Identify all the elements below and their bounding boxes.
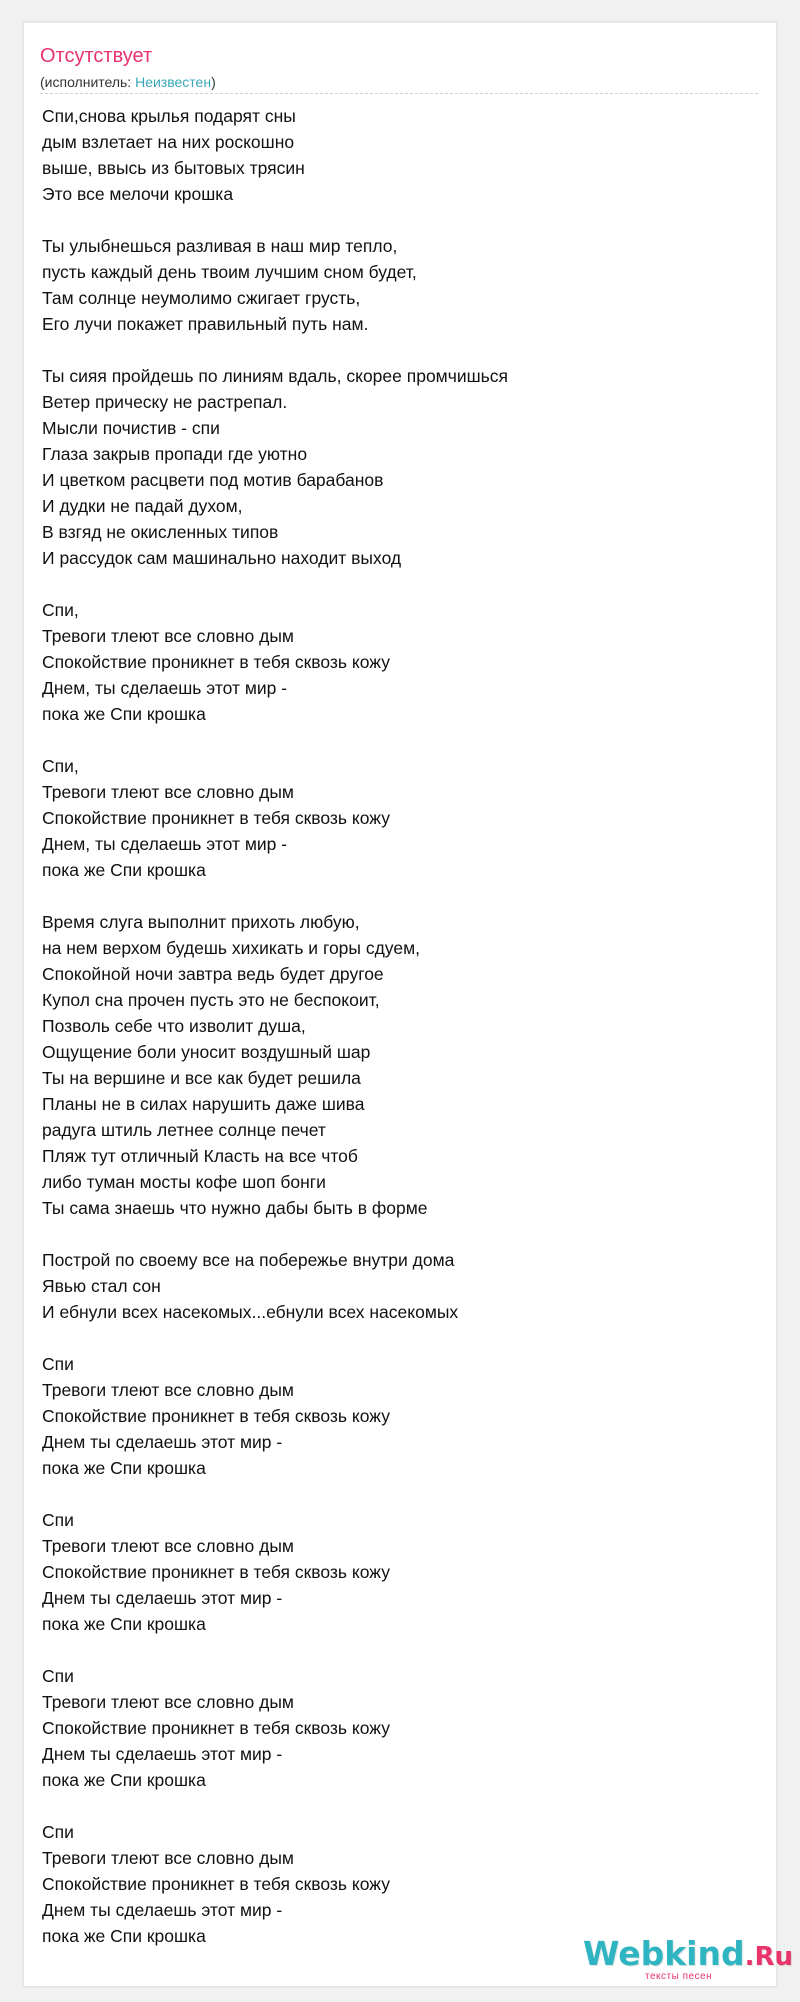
lyric-line: Тревоги тлеют все словно дым [42, 626, 294, 646]
stanza-gap [42, 883, 762, 909]
stanza-gap [42, 727, 762, 753]
lyric-line: Тревоги тлеют все словно дым [42, 782, 294, 802]
lyric-line: Ты сияя пройдешь по линиям вдаль, скорее промчишься [42, 366, 508, 386]
stanza-gap [42, 1637, 762, 1663]
lyric-line: пока же Спи крошка [42, 704, 206, 724]
lyric-line: пока же Спи крошка [42, 1458, 206, 1478]
lyric-line: Спокойствие проникнет в тебя сквозь кожу [42, 1718, 390, 1738]
lyric-line: Мысли почистив - спи [42, 418, 220, 438]
lyric-line: Спокойствие проникнет в тебя сквозь кожу [42, 808, 390, 828]
lyric-line: Построй по своему все на побережье внутри дома [42, 1250, 455, 1270]
lyric-line: Его лучи покажет правильный путь нам. [42, 314, 369, 334]
lyric-line: Купол сна прочен пусть это не беспокоит, [42, 990, 380, 1010]
stanza-gap [42, 1221, 762, 1247]
lyric-line: И ебнули всех насекомых...ебнули всех насекомых [42, 1302, 459, 1322]
lyric-line: выше, ввысь из бытовых трясин [42, 158, 305, 178]
stanza-gap [42, 1793, 762, 1819]
logo-brand: Webkind [583, 1934, 745, 1973]
lyric-line: пока же Спи крошка [42, 1614, 206, 1634]
lyric-line: Спи [42, 1354, 74, 1374]
logo-wordmark [583, 1936, 793, 1975]
lyric-line: Ты улыбнешься разливая в наш мир тепло, [42, 236, 398, 256]
lyric-line: Днем, ты сделаешь этот мир - [42, 834, 288, 854]
lyric-line: Спи, [42, 756, 79, 776]
artist-suffix: ) [211, 74, 216, 90]
stanza-gap [42, 1481, 762, 1507]
lyric-line: И цветком расцвети под мотив барабанов [42, 470, 384, 490]
lyric-line: Явью стал сон [42, 1276, 161, 1296]
lyric-line: Спокойствие проникнет в тебя сквозь кожу [42, 652, 390, 672]
lyric-line: пока же Спи крошка [42, 860, 206, 880]
lyric-line: пока же Спи крошка [42, 1926, 206, 1946]
stanza-gap [42, 207, 762, 233]
artist-line [40, 73, 216, 91]
logo-domain: .Ru [744, 1942, 794, 1972]
lyric-line: Ощущение боли уносит воздушный шар [42, 1042, 371, 1062]
lyric-line: Спи [42, 1822, 74, 1842]
lyric-line: Спокойствие проникнет в тебя сквозь кожу [42, 1406, 390, 1426]
lyric-line: Тревоги тлеют все словно дым [42, 1536, 294, 1556]
lyric-line: Ты сама знаешь что нужно дабы быть в форме [42, 1198, 428, 1218]
lyric-line: Спокойствие проникнет в тебя сквозь кожу [42, 1562, 390, 1582]
lyric-line: Днем ты сделаешь этот мир - [42, 1588, 283, 1608]
lyric-line: Пляж тут отличный Класть на все чтоб [42, 1146, 358, 1166]
lyric-line: И рассудок сам машинально находит выход [42, 548, 402, 568]
lyric-line: пусть каждый день твоим лучшим сном будет, [42, 262, 417, 282]
lyric-line: Спи,снова крылья подарят сны [42, 106, 296, 126]
webkind-logo[interactable] [583, 1934, 794, 1986]
logo-tagline: тексты песен [645, 1971, 713, 1982]
lyric-line: Тревоги тлеют все словно дым [42, 1380, 294, 1400]
lyric-line: Спи [42, 1510, 74, 1530]
lyric-line: Планы не в силах нарушить даже шива [42, 1094, 365, 1114]
stanza-gap [42, 1325, 762, 1351]
lyric-line: В взгяд не окисленных типов [42, 522, 279, 542]
lyric-line: Позволь себе что изволит душа, [42, 1016, 306, 1036]
song-title: Отсутствует [40, 45, 153, 67]
lyric-line: Тревоги тлеют все словно дым [42, 1848, 294, 1868]
lyric-line: либо туман мосты кофе шоп бонги [42, 1172, 326, 1192]
lyric-line: Это все мелочи крошка [42, 184, 234, 204]
lyric-line: Спи, [42, 600, 79, 620]
lyric-line: Спокойной ночи завтра ведь будет другое [42, 964, 384, 984]
lyric-line: Ты на вершине и все как будет решила [42, 1068, 361, 1088]
lyric-line: радуга штиль летнее солнце печет [42, 1120, 326, 1140]
lyric-line: Спокойствие проникнет в тебя сквозь кожу [42, 1874, 390, 1894]
lyric-line: И дудки не падай духом, [42, 496, 243, 516]
stanza-gap [42, 337, 762, 363]
lyric-line: Днем ты сделаешь этот мир - [42, 1900, 283, 1920]
lyric-line: Глаза закрыв пропади где уютно [42, 444, 308, 464]
lyric-line: пока же Спи крошка [42, 1770, 206, 1790]
lyric-line: дым взлетает на них роскошно [42, 132, 295, 152]
lyric-line: Время слуга выполнит прихоть любую, [42, 912, 360, 932]
lyric-line: на нем верхом будешь хихикать и горы сдуем, [42, 938, 420, 958]
lyrics-text [42, 103, 762, 1949]
lyric-line: Тревоги тлеют все словно дым [42, 1692, 294, 1712]
lyric-line: Спи [42, 1666, 74, 1686]
stanza-gap [42, 571, 762, 597]
artist-link[interactable]: Неизвестен [135, 74, 212, 90]
lyric-line: Днем ты сделаешь этот мир - [42, 1744, 283, 1764]
lyric-line: Днем ты сделаешь этот мир - [42, 1432, 283, 1452]
header-divider [40, 93, 758, 94]
artist-prefix: (исполнитель: [40, 74, 136, 90]
lyric-line: Там солнце неумолимо сжигает грусть, [42, 288, 361, 308]
lyric-line: Ветер прическу не растрепал. [42, 392, 288, 412]
lyric-line: Днем, ты сделаешь этот мир - [42, 678, 288, 698]
